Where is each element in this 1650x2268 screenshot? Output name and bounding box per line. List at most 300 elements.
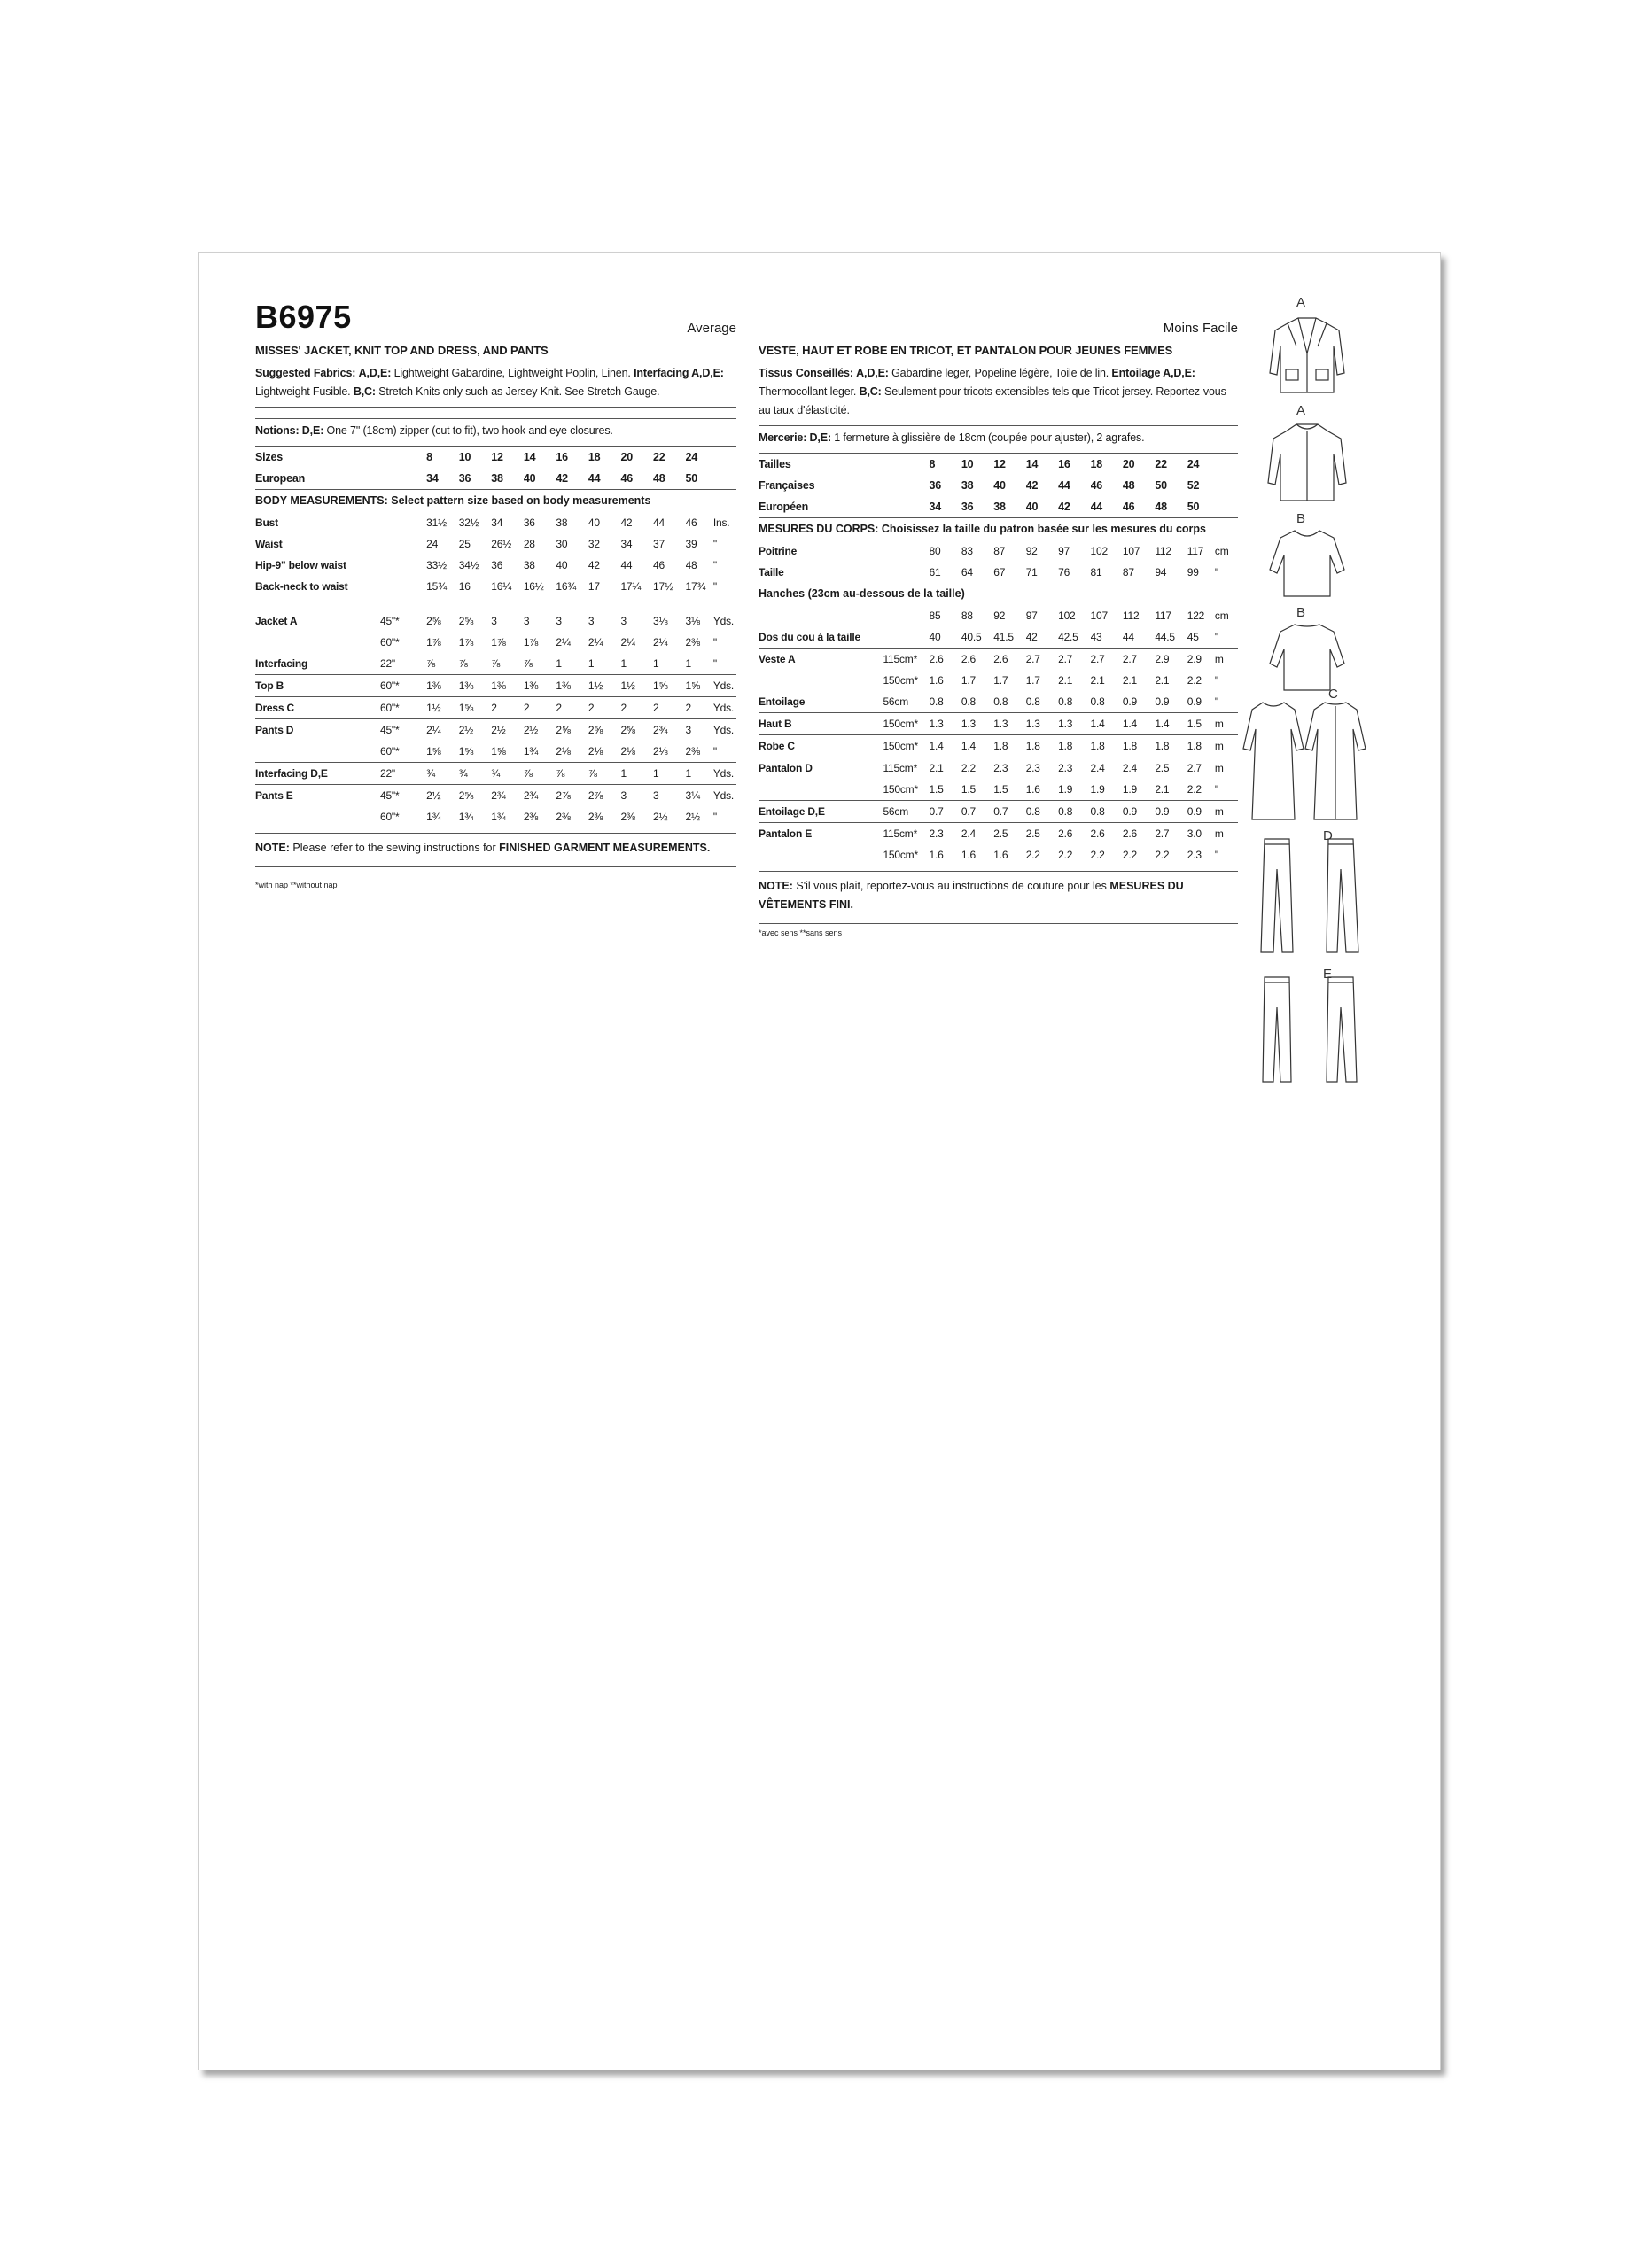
table-cell: 107 [1090,610,1108,622]
table-cell: 2.3 [1058,757,1090,780]
table-cell: m [1215,735,1238,757]
body-measurements-table-fr-2 [759,605,1238,648]
table-cell: 0.8 [993,695,1008,708]
table-cell: 42 [1058,501,1070,513]
table-cell [883,562,929,583]
table-cell: 3⅛ [686,610,713,633]
table-cell: 56cm [883,695,908,708]
row-label: Pants D [255,719,380,742]
table-cell: 1.6 [929,849,944,861]
row-label: Européen [759,501,809,513]
table-cell: 1⅞ [523,636,539,649]
view-letter: C [1328,687,1338,702]
table-cell: 0.8 [1090,695,1105,708]
table-cell: 3 [588,610,621,633]
notions-fr [759,426,1238,454]
table-cell: 0.8 [1026,801,1058,823]
table-cell: 18 [1090,458,1103,470]
table-cell: 61 [929,566,941,579]
table-cell: ⅞ [588,763,621,785]
row-label: Sizes [255,451,283,463]
table-cell [380,447,426,468]
table-cell: 41.5 [993,631,1014,643]
table-cell: 2⅝ [620,719,653,742]
pants-e-sketch [1254,972,1369,1087]
table-cell [1215,475,1238,496]
row-label: Entoilage D,E [759,801,883,823]
table-cell: 1⅞ [426,636,441,649]
table-cell: 1½ [588,675,621,697]
table-cell: ¾ [426,763,459,785]
note-label: NOTE: [255,842,290,854]
table-cell: 37 [653,538,665,550]
table-cell: 80 [929,545,941,557]
table-cell: Yds. [713,763,736,785]
notions-text: One 7" (18cm) zipper (cut to fit), two hook and eye closures. [326,424,613,437]
table-cell: ¾ [459,763,492,785]
table-cell: 1.6 [929,674,944,687]
table-cell: 2.2 [1187,674,1202,687]
table-cell: 3 [556,610,588,633]
table-cell: " [712,538,717,550]
row-label: Interfacing D,E [255,763,380,785]
table-cell: 1⅝ [653,675,686,697]
table-cell: 34½ [458,559,479,571]
table-cell: ⅞ [556,763,588,785]
table-cell: 3 [686,719,713,742]
table-cell: 18 [588,451,601,463]
table-cell: Yds. [713,610,736,633]
table-cell: 107 [1122,545,1140,557]
table-cell: 1 [686,763,713,785]
table-cell: 1.5 [929,783,944,796]
table-cell: 39 [685,538,697,550]
table-cell: 2⅛ [588,745,603,757]
table-cell: 1.8 [1026,735,1058,757]
table-cell [380,468,426,489]
row-label [759,605,883,626]
table-cell: 44 [1058,479,1070,492]
table-cell: 1⅜ [556,675,588,697]
table-cell: 71 [1025,566,1038,579]
note-bold: FINISHED GARMENT MEASUREMENTS. [499,842,711,854]
table-cell: 0.7 [961,801,993,823]
table-cell: 56cm [883,801,929,823]
table-cell: 1⅝ [459,697,492,719]
table-cell: 115cm* [883,757,929,780]
table-cell [380,533,426,555]
table-cell [883,605,929,626]
table-cell: 22" [380,763,426,785]
table-cell: 112 [1155,545,1171,557]
body-measurements-table-fr [759,540,1238,583]
table-cell: m [1215,801,1238,823]
notions [255,418,736,447]
table-cell: 1⅜ [524,675,556,697]
table-cell: 2¾ [653,719,686,742]
table-cell: 1.8 [1155,735,1187,757]
table-cell: 16 [458,580,471,593]
row-label: Waist [255,538,283,550]
row-label: Tailles [759,458,791,470]
table-cell: 16½ [523,580,544,593]
table-cell: 1.9 [1122,783,1137,796]
table-cell: 2.5 [1026,823,1058,845]
table-cell: " [1214,566,1218,579]
table-cell: 44 [653,517,665,529]
table-cell: ⅞ [458,657,468,670]
row-label: European [255,472,306,485]
table-cell: 0.8 [1091,801,1123,823]
table-cell: 0.9 [1123,801,1155,823]
table-cell: 87 [993,545,1006,557]
table-cell: 3 [620,785,653,807]
table-cell: 150cm* [883,783,918,796]
table-row [255,653,736,675]
table-cell: 20 [1122,458,1135,470]
french-column [759,302,1238,937]
body-measurements-table [255,512,736,597]
table-row [759,475,1238,496]
table-cell: Yds. [713,785,736,807]
table-cell: 20 [620,451,633,463]
table-cell: 2.5 [1155,757,1187,780]
table-cell: 60"* [379,811,400,823]
fabrics-ade-text: Lightweight Gabardine, Lightweight Poplin, Linen. [393,367,631,379]
table-cell: 2.1 [1058,674,1073,687]
table-row [759,779,1238,801]
table-cell: 36 [929,479,941,492]
interfacing-label-fr: Entoilage A,D,E: [1111,367,1195,379]
table-cell: ⅞ [523,657,533,670]
table-cell: 52 [1187,479,1200,492]
table-cell: 2⅝ [459,610,492,633]
row-label [255,806,380,827]
row-label: Haut B [759,713,883,735]
jacket-a-front-sketch [1263,311,1351,400]
table-cell: 88 [961,610,973,622]
table-cell: 1.4 [1091,713,1123,735]
table-cell: 22" [379,657,395,670]
table-cell: 32½ [458,517,479,529]
pattern-title-fr: VESTE, HAUT ET ROBE EN TRICOT, ET PANTALON POUR JEUNES FEMMES [759,338,1238,361]
table-cell: 38 [556,517,568,529]
table-row [255,741,736,763]
table-cell: 2.2 [961,757,993,780]
sizes-table-fr [759,454,1238,517]
row-label: Pantalon E [759,823,883,845]
table-cell: 44 [588,472,601,485]
table-cell: 2¾ [491,785,524,807]
table-cell: 102 [1090,545,1108,557]
table-cell: 85 [929,610,941,622]
difficulty-level-fr: Moins Facile [1163,321,1238,336]
table-cell: 150cm* [883,713,929,735]
table-cell: m [1215,823,1238,845]
table-cell: 97 [1025,610,1038,622]
table-cell: 2.2 [1090,849,1105,861]
table-cell: " [712,636,717,649]
table-cell: 1.5 [1187,713,1215,735]
pattern-title: MISSES' JACKET, KNIT TOP AND DRESS, AND PANTS [255,338,736,361]
table-cell: 1¾ [458,811,474,823]
table-cell: 3¼ [686,785,713,807]
table-cell: 1¾ [523,745,539,757]
suggested-fabrics [255,361,736,408]
table-cell: 2⅝ [588,719,621,742]
table-cell: 36 [523,517,535,529]
table-cell: 60"* [380,697,426,719]
table-cell: 0.8 [961,695,976,708]
footnote-fr: *avec sens **sans sens [759,928,843,937]
table-row [759,844,1238,866]
top-b-front-sketch [1265,525,1350,602]
view-letter: D [1323,828,1333,843]
notions-label: Notions: D,E: [255,424,324,437]
table-cell: 102 [1058,610,1076,622]
table-cell: 1.8 [1091,735,1123,757]
note [255,833,736,867]
table-cell: 50 [685,472,698,485]
table-cell: 87 [1122,566,1134,579]
table-cell: 115cm* [883,649,929,671]
table-cell: 33½ [426,559,447,571]
table-row [255,632,736,653]
table-cell: 2 [653,697,686,719]
table-cell: " [712,559,717,571]
table-row [255,610,736,633]
table-cell: 34 [929,501,941,513]
table-cell: 2.7 [1091,649,1123,671]
table-cell: 3 [653,785,686,807]
table-cell: " [1214,849,1218,861]
table-cell: 3 [491,610,524,633]
fabrics-label-fr: Tissus Conseillés: [759,367,853,379]
table-cell: 1⅜ [459,675,492,697]
table-cell: 0.9 [1155,801,1187,823]
note-fr [759,871,1238,924]
table-cell: " [712,657,717,670]
table-cell: " [1214,783,1218,796]
table-row [759,540,1238,562]
row-label: Poitrine [759,545,798,557]
table-cell: 2⅛ [653,745,668,757]
table-row [255,447,736,468]
table-row [759,562,1238,583]
note-label-fr: NOTE: [759,880,793,892]
table-cell: 2¼ [426,719,459,742]
table-cell: " [712,811,717,823]
header-line [255,299,736,338]
fabrics-ade-label-fr: A,D,E: [856,367,889,379]
table-cell: 1.3 [993,713,1025,735]
table-cell: 12 [491,451,503,463]
table-cell [883,475,929,496]
table-cell: 2½ [653,811,668,823]
table-cell: 2⅜ [685,745,700,757]
table-cell: 40 [523,472,536,485]
table-row [255,555,736,576]
table-cell: 1.5 [961,783,976,796]
fabrics-bc-label-fr: B,C: [859,385,882,398]
table-cell: 2.2 [1155,849,1170,861]
table-cell: 2⅛ [556,745,571,757]
row-label: Robe C [759,735,883,757]
table-cell: 1.7 [961,674,976,687]
table-cell: ⅞ [524,763,556,785]
pants-d-sketch [1254,834,1369,958]
table-cell: 26½ [491,538,512,550]
table-cell: 42.5 [1058,631,1078,643]
table-cell: 0.8 [1058,695,1073,708]
table-cell: 1.4 [961,735,993,757]
table-cell: " [1214,631,1218,643]
table-cell: 2½ [426,785,459,807]
table-cell: 0.7 [993,801,1025,823]
table-cell: 2.6 [1123,823,1155,845]
table-cell: 42 [620,517,633,529]
table-cell: 2 [620,697,653,719]
table-cell: 1 [556,657,562,670]
table-cell: 0.9 [1155,695,1170,708]
table-cell: 0.8 [929,695,944,708]
row-label: Bust [255,517,278,529]
table-cell: 38 [993,501,1006,513]
table-cell: 2⅜ [588,811,603,823]
difficulty-level: Average [687,321,736,336]
table-cell: 2.9 [1187,649,1215,671]
table-row [255,468,736,489]
table-cell: 2½ [685,811,700,823]
sizes-table [255,447,736,489]
table-cell: 16¾ [556,580,577,593]
table-cell: 45"* [380,785,426,807]
english-column [255,299,736,889]
table-cell: 2.3 [1026,757,1058,780]
pattern-envelope-back [198,252,1441,2070]
table-cell: 42 [588,559,600,571]
table-cell: 2.5 [993,823,1025,845]
table-cell: 8 [426,451,432,463]
row-label [759,779,883,801]
hip-label-fr: Hanches (23cm au-dessous de la taille) [759,587,965,600]
table-cell: 8 [929,458,936,470]
table-cell [883,626,929,648]
table-cell: 1.6 [961,849,976,861]
row-label: Entoilage [759,695,806,708]
table-cell: 36 [458,472,471,485]
pattern-code: B6975 [255,299,352,335]
table-row [759,649,1238,671]
fabrics-bc-text-fr: Seulement pour tricots extensibles tels que Tricot jersey. Reportez-vous au taux d'élasticité. [759,385,1226,416]
table-cell: 2½ [459,719,492,742]
row-label: Jacket A [255,610,380,633]
table-cell: 2.1 [1090,674,1105,687]
table-cell: 1.9 [1058,783,1073,796]
table-cell: 3 [524,610,556,633]
table-cell: 2 [588,697,621,719]
table-cell: 25 [458,538,471,550]
table-cell: 64 [961,566,973,579]
table-cell: 2 [524,697,556,719]
row-label: Dos du cou à la taille [759,631,860,643]
table-cell: ⅞ [426,657,435,670]
table-cell: 0.8 [1058,801,1090,823]
table-cell: 28 [523,538,535,550]
table-cell: 2⅜ [620,811,635,823]
table-cell [883,540,929,562]
table-cell: 15¾ [426,580,447,593]
table-cell: 2⅜ [556,811,571,823]
row-label: Pants E [255,785,380,807]
dress-c-sketch [1236,695,1378,828]
view-letter: A [1296,403,1306,418]
table-cell: 22 [653,451,665,463]
table-cell: 2.6 [961,649,993,671]
table-cell: 30 [556,538,568,550]
table-cell: 3⅛ [653,610,686,633]
table-cell: 1.4 [929,735,961,757]
table-cell: 1.8 [1187,735,1215,757]
suggested-fabrics-fr [759,361,1238,426]
table-cell: 34 [620,538,633,550]
table-cell: 97 [1058,545,1070,557]
table-cell: 2 [686,697,713,719]
table-row [255,806,736,827]
table-cell: 48 [685,559,697,571]
table-cell: 1 [620,763,653,785]
table-cell: 99 [1187,566,1199,579]
table-cell: 2.1 [929,757,961,780]
table-cell: 2.1 [1155,674,1170,687]
table-cell: 38 [491,472,503,485]
table-cell: 31½ [426,517,447,529]
notions-text-fr: 1 fermeture à glissière de 18cm (coupée pour ajuster), 2 agrafes. [834,431,1145,444]
table-cell: 24 [426,538,439,550]
table-cell: 43 [1090,631,1102,643]
table-cell: 40 [993,479,1006,492]
row-label: Top B [255,675,380,697]
table-cell: 48 [1122,479,1135,492]
table-cell: 1.3 [1026,713,1058,735]
table-cell: 38 [961,479,974,492]
table-cell: 2.6 [1058,823,1090,845]
table-cell: 48 [653,472,665,485]
table-row [759,691,1238,713]
table-cell: " [712,580,717,593]
table-cell: 2.3 [929,823,961,845]
table-cell: 2⅜ [685,636,700,649]
table-cell: Yds. [713,697,736,719]
table-cell: 2⅛ [620,745,635,757]
table-cell: 2.4 [961,823,993,845]
table-cell: 10 [458,451,471,463]
table-row [759,626,1238,648]
table-row [255,785,736,807]
view-letter: A [1296,295,1306,310]
table-cell: 24 [685,451,698,463]
table-cell: 50 [1187,501,1200,513]
table-cell: 32 [588,538,600,550]
table-cell: 1.4 [1155,713,1187,735]
body-measurements-heading: BODY MEASUREMENTS: Select pattern size based on body measurements [255,489,736,512]
table-cell: 16¼ [491,580,512,593]
table-cell: 16 [1058,458,1070,470]
table-cell [1215,496,1238,517]
table-cell: 46 [653,559,665,571]
interfacing-label: Interfacing A,D,E: [634,367,724,379]
fabrics-label: Suggested Fabrics: [255,367,356,379]
